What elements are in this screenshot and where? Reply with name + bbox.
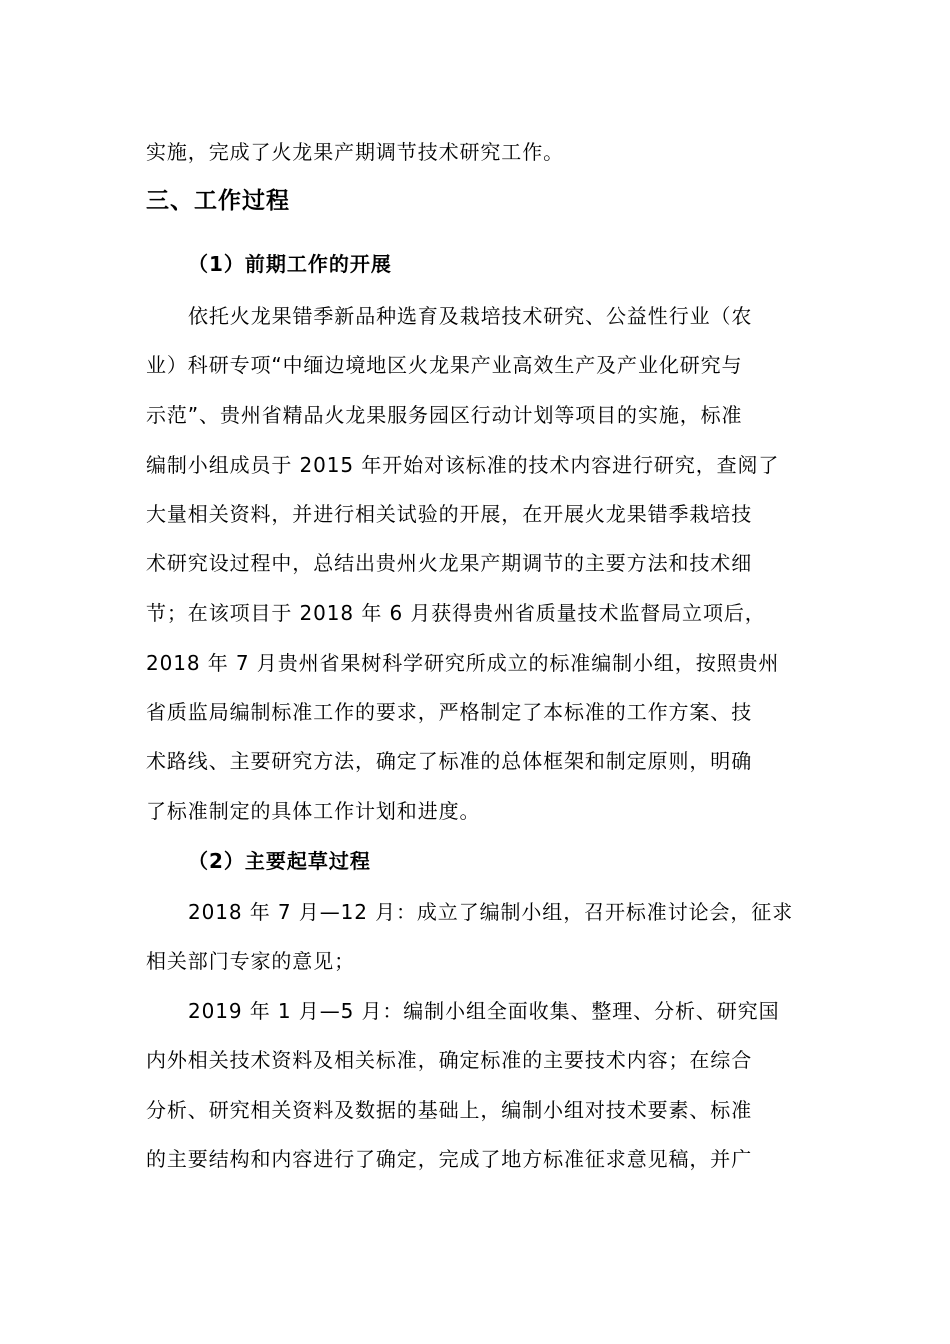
paragraph-line: 示范”、贵州省精品火龙果服务园区行动计划等项目的实施，标准: [146, 403, 743, 427]
paragraph-line: 业）科研专项“中缅边境地区火龙果产业高效生产及产业化研究与: [146, 353, 743, 377]
paragraph-line: 大量相关资料，并进行相关试验的开展，在开展火龙果错季栽培技: [146, 502, 753, 526]
section-heading: 三、工作过程: [146, 188, 290, 214]
paragraph-line: 分析、研究相关资料及数据的基础上，编制小组对技术要素、标准: [146, 1098, 753, 1122]
paragraph-line: 了标准制定的具体工作计划和进度。: [146, 799, 481, 823]
paragraph-line: 相关部门专家的意见；: [146, 949, 355, 973]
paragraph-line: 的主要结构和内容进行了确定，完成了地方标准征求意见稿，并广: [146, 1147, 753, 1171]
paragraph-line: 依托火龙果错季新品种选育及栽培技术研究、公益性行业（农: [188, 304, 753, 328]
subsection-heading-1: （1）前期工作的开展: [188, 252, 392, 276]
intro-line: 实施，完成了火龙果产期调节技术研究工作。: [146, 140, 564, 164]
paragraph-line: 术研究设过程中，总结出贵州火龙果产期调节的主要方法和技术细: [146, 551, 753, 575]
paragraph-line: 2019 年 1 月—5 月：编制小组全面收集、整理、分析、研究国: [188, 999, 780, 1023]
paragraph-line: 内外相关技术资料及相关标准，确定标准的主要技术内容；在综合: [146, 1048, 753, 1072]
paragraph-line: 2018 年 7 月贵州省果树科学研究所成立的标准编制小组，按照贵州: [146, 651, 780, 675]
paragraph-line: 省质监局编制标准工作的要求，严格制定了本标准的工作方案、技: [146, 700, 753, 724]
subsection-heading-2: （2）主要起草过程: [188, 849, 371, 873]
paragraph-line: 术路线、主要研究方法，确定了标准的总体框架和制定原则，明确: [146, 749, 753, 773]
paragraph-line: 2018 年 7 月—12 月：成立了编制小组，召开标准讨论会，征求: [188, 900, 794, 924]
paragraph-line: 编制小组成员于 2015 年开始对该标准的技术内容进行研究，查阅了: [146, 453, 780, 477]
paragraph-line: 节；在该项目于 2018 年 6 月获得贵州省质量技术监督局立项后，: [146, 601, 766, 625]
